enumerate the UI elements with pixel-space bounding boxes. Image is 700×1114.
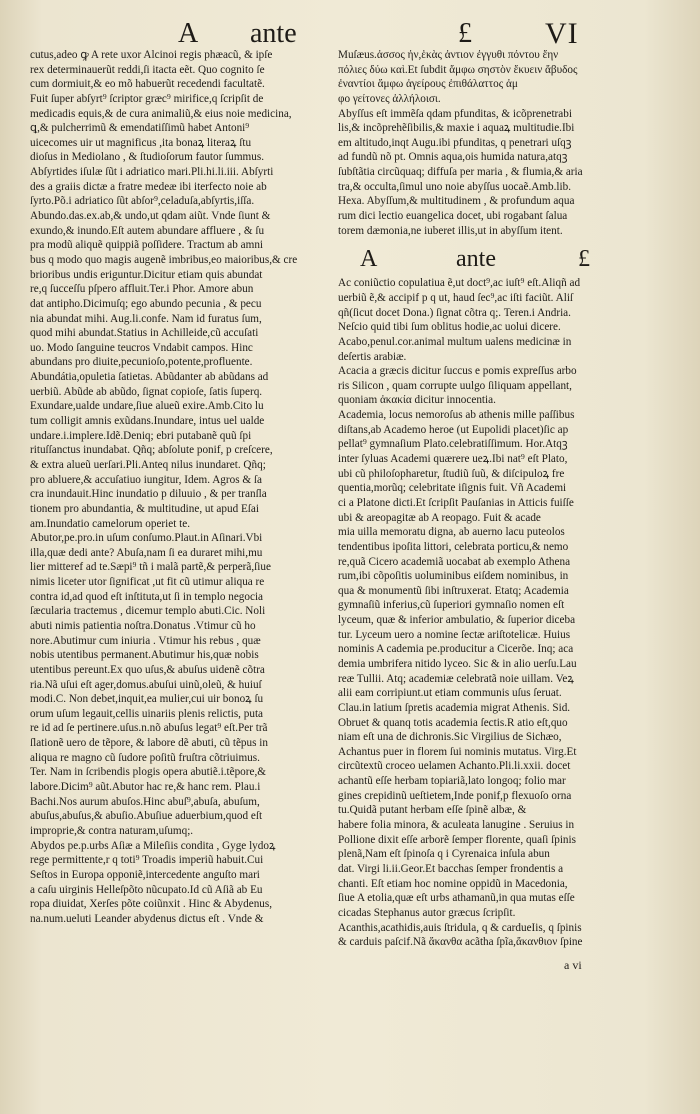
text-line: tum colligit amnis exũdans.Inundare, intus uel ualde [30, 415, 265, 428]
text-line: orum uſum legauit,cellis uinariis plenis relictis, puta [30, 707, 264, 720]
right-column-bottom [338, 276, 678, 949]
text-line: circũtextũ croceo uelamen Achanto.Pli.li.xxii. docet [338, 760, 571, 773]
signature-mark: a vi [564, 958, 582, 972]
text-line: ſubſtãtia circũquaq; diffuſa per maria , & flumia,& aria [338, 166, 583, 179]
text-line: re,quã Cicero academiã uocabat ab exemplo Athena [338, 555, 571, 568]
text-line: plenã,Nam eſt ſpinoſa q i Cyrenaica inſula abun [338, 848, 550, 861]
text-line: aliqua re magno cũ ſudore poſitũ fruſtra cõtriuimus. [30, 751, 260, 764]
text-line: torem dæmonia,ne iuberet illis,ut in abyſſum itent. [338, 224, 563, 237]
text-line: & extra alueũ uerſari.Pli.Anteq nilus inundaret. Qñq; [30, 458, 266, 471]
text-line: tendentibus ipoſita littori, celebrata porticu,& nemo [338, 540, 569, 553]
text-line: ubi cũ philoſopharetur, ſtudiũ ſuũ, & diſcipuloꝝ fre [338, 467, 565, 480]
text-line: Abyſſus eſt immẽſa qdam pfunditas, & icõprenetrabi [338, 107, 572, 120]
text-line: abuſus,abuſus,& abuſio.Abuſiue aduerbium,quod eſt [30, 810, 263, 823]
text-line: qñ(ſicut docet Dona.) ſignat cõtra q;. Teren.i Andria. [338, 306, 571, 319]
running-head-letter-l: £ [458, 18, 472, 49]
text-line: pra modũ aliquẽ quippiã poſſidere. Tractum ab amni [30, 239, 264, 252]
text-line: Academia, locus nemoroſus ab athenis mille paſſibus [338, 409, 575, 422]
text-line: Obruet & quanq totis academia ſectis.R atio eſt,quo [338, 716, 568, 729]
text-line: quod mihi abundat.Statius in Achilleide,cũ accuſati [30, 327, 259, 340]
text-line: Ac coniũctio copulatiua ẽ,ut doct⁹,ac iuſt⁹ eſt.Aliqñ ad [338, 277, 581, 290]
text-line: rege permittente,r q toti⁹ Troadis imperiũ habuit.Cui [30, 854, 264, 867]
text-line: mia uilla memoratu digna, ab auerno lacu puteolos [338, 526, 565, 539]
text-line: tionem pro abundantia, & multitudine, ut apud Eſai [30, 502, 259, 515]
text-line: re,q ſucceſſu pſpero affluit.Ter.i Phor. Amore abun [30, 283, 254, 296]
text-line: qua & monumentũ ſibi inſtruxerat. Etatq; Academia [338, 584, 569, 597]
text-line: pellat⁹ gymnaſium Plato.celebratiſſimum. Hor.Atqꝫ [338, 438, 568, 451]
right-column-top [338, 48, 678, 238]
text-line: dat. Virgi li.ii.Geor.Et bacchas ſemper frondentis a [338, 862, 564, 875]
text-line: a caſu uirginis Helleſpõto nũcupato.Id cũ Aſiã ab Eu [30, 883, 263, 896]
text-line: φο γείτονες ἀλλήλοισι. [338, 92, 441, 105]
text-line: nimis liceter utor ſignificat ,ut fit cũ utimur aliqua re [30, 576, 265, 589]
text-line: nore.Abutimur cum iniuria . Vtimur his rebus , quæ [30, 634, 261, 647]
text-line: Abutor,pe.pro.in uſum conſumo.Plaut.in Aſinari.Vbi [30, 532, 263, 545]
text-line: Bachi.Nos aurum abuſos.Hinc abuſ⁹,abuſa, abuſum, [30, 795, 260, 808]
text-line: uicecomes uir ut magnificus ,ita bonaꝝ literaꝝ ſtu [30, 136, 252, 149]
text-line: nia abundat mihi. Aug.li.confe. Nam id furatus ſum, [30, 312, 262, 325]
text-line: tra,& occulta,ſimul uno noie abyſſus uocaẽ.Amb.lib. [338, 180, 572, 193]
text-line: ſyrto.Põ.i adriatico ſũt abſor⁹,celaduſa,abſyrtis,iſſa. [30, 195, 255, 208]
text-line: labore.Dicim⁹ aũt.Abutor hac re,& hanc rem. Plau.i [30, 781, 261, 794]
text-line: gines crepidinũ ueſtietem,Inde ponif,p flexuoſo orna [338, 789, 572, 802]
text-line: ropa diuidat, Xerſes põte coiũnxit . Hinc & Abydenus, [30, 898, 273, 911]
text-line: Abundo.das.ex.ab,& undo,ut qdam aiũt. Vnde ſiunt & [30, 210, 271, 223]
text-line: Abſyrtides iſulæ ſũt i adriatico mari.Pli.hi.li.iii. Abſyrti [30, 166, 274, 179]
text-line: bus q modo quo magis augenẽ imbribus,eo maioribus,& cre [30, 253, 298, 266]
text-line: Clau.in latium ſpretis academia migrat Athenis. Sid. [338, 701, 571, 714]
text-line: brioribus undis eriguntur.Dicitur etiam quis abundat [30, 268, 263, 281]
text-line: quoniam ἀκακία dicitur innocentia. [338, 394, 496, 407]
text-line: Fuit ſuper abſyrt⁹ ſcriptor græc⁹ mirifice,q ſcripſit de [30, 92, 264, 105]
text-line: des a graiis dictæ a fratre medeæ ibi iterfecto noie ab [30, 180, 267, 193]
text-line: ſæcularia tractemus , dicemur templo abuti.Cic. Noli [30, 605, 266, 618]
text-line: πόλιες δύω καὶ.Et ſubdit ἄμφω σηστὸν ἔκυειν ἄβυδος [338, 63, 578, 76]
text-line: Acacia a græcis dicitur ſuccus e pomis expreſſus arbo [338, 365, 577, 378]
text-line: lyceum, quæ & inferior ambulatio, & ſuperior diceba [338, 614, 576, 627]
text-line: re id ad ſe pertinere.uſus.n.nõ abuſus legat⁹ eſt.Per trã [30, 722, 268, 735]
text-line: ꝗ,& pulcherrimũ & emendatiſſimũ habet Antoni⁹ [30, 122, 250, 135]
text-line: pro abluere,& accuſatiuo iungitur, Idem. Agros & ſa [30, 473, 262, 486]
text-line: na.num.ueluti Leander abydenus dictus eſt . Vnde & [30, 912, 264, 925]
text-line: ci a Platone dicti.Et ſcripſit Pauſanias in Atticis fuiſſe [338, 496, 574, 509]
right-column [338, 48, 678, 950]
text-line: cum dormiuit,& eo mõ habuerũt recedendi facultatẽ. [30, 78, 265, 91]
section-heading-letter-a: A [360, 246, 378, 273]
text-line: am.Inundatio camelorum operiet te. [30, 517, 190, 530]
text-line: Achantus puer in florem ſui nominis mutatus. Virg.Et [338, 745, 577, 758]
text-line: ſlationẽ uero de tẽpore, & labore dẽ abuti, cũ tẽpus in [30, 737, 268, 750]
text-line: demia umbrifera nitido lyceo. Sic & in alio uerſu.Lau [338, 657, 577, 670]
text-line: dat antipho.Dicimuſq; ego abundo pecunia , & pecu [30, 297, 262, 310]
text-line: abuti nimis patientia noſtra.Donatus .Vtimur cũ ho [30, 619, 256, 632]
text-line: rituſſanctus inundabat. Qñq; abſolute ponif, p creſcere, [30, 444, 273, 457]
text-line: undare.i.implere.Idẽ.Deniq; ebri putabanẽ quũ ſpi [30, 429, 252, 442]
text-line: improprie,& contra naturam,uſumq;. [30, 824, 194, 837]
text-line: dioſus in Mediolano , & ſtudioſorum fautor ſummus. [30, 151, 264, 164]
text-line: inter ſyluas Academi quærere ueꝝ.Ibi nat⁹ eſt Plato, [338, 453, 568, 466]
text-line: lis,& incõprehẽſibilis,& maxie i aquaꝝ multitudie.Ibi [338, 122, 575, 135]
text-line: habere folia minora, & aculeata lanugine . Seruius in [338, 819, 575, 832]
text-line: chanti. Eſt etiam hoc nomine oppidũ in Macedonia, [338, 877, 568, 890]
text-line: Seſtos in Europa opponiẽ,intercedente anguſto mari [30, 868, 260, 881]
text-line: nominis A cademia pe.producitur a Cicerõe. Inq; aca [338, 643, 574, 656]
text-line: Muſæus.ἀσσος ἠν,ἑκὰς ἀντιον ἐγγυθι πόντου ἔην [338, 49, 559, 61]
text-line: diſtans,ab Academo heroe (ut Eupolidi placet)ſic ap [338, 423, 569, 436]
text-line: modi.C. Non debet,inquit,ea mulier,cui uir bonoꝝ ſu [30, 693, 264, 706]
text-line: Exundare,ualde undare,ſiue alueũ exire.Amb.Cito lu [30, 400, 264, 413]
text-line: abundans pro diuite,pecunioſo,potente,profluente. [30, 356, 253, 369]
text-line: deſertis arabiæ. [338, 350, 407, 363]
section-heading-word: ante [456, 246, 496, 273]
text-line: rex determinauerũt reddi,ſi itacta eẽt. Quo cognito ſe [30, 63, 265, 76]
text-line: Acanthis,acathidis,auis ſtridula, q & cardueIis, q ſpinis [338, 921, 582, 934]
folio-number: VI [545, 17, 579, 50]
text-line: illa,quæ dedi ante? Abuſa,nam ſi ea duraret mihi,mu [30, 546, 263, 559]
text-line: ad fundũ nõ pt. Omnis aqua,ois humida natura,atqꝫ [338, 151, 568, 164]
text-line: lier mitteref ad te.Sæpi⁹ tñ i malã partẽ,& perperã,ſiue [30, 561, 271, 574]
text-line: cutus,adeo ꝙ A rete uxor Alcinoi regis phæacũ, & ipſe [30, 49, 273, 61]
text-line: uerbiũ. Abũde ab abũdo, ſignat copioſe, ſatis ſuperq. [30, 385, 263, 398]
text-line: em altitudo,inqt Augu.ibi pfunditas, q penetrari uſqꝫ [338, 136, 572, 149]
text-line: contra id,ad quod eſt inſtituta,ut ſi in templo negocia [30, 590, 264, 603]
text-line: Abundátia,opuletia ſatietas. Abũdanter ab abũdans ad [30, 371, 269, 384]
text-line: uo. Modo ſanguine teucros Vndabit campos. Hinc [30, 341, 253, 354]
section-heading-letter-l: £ [578, 246, 590, 273]
text-line: niam eſt una de dichronis.Sic Virgilius de Sichæo, [338, 731, 562, 744]
text-line: Neſcio quid tibi ſum oblitus hodie,ac uolui dicere. [338, 321, 561, 334]
text-line: rum,ibi cõpoſitis uoluminibus eiſdem nominibus, in [338, 570, 569, 583]
running-head-word: ante [250, 18, 297, 49]
text-line: Pollione dixit eſſe arborẽ ſemper florente, quaſi ſpinis [338, 833, 576, 846]
text-line: alii eam corripiunt.ut etiam communis uſus ſeruat. [338, 687, 562, 700]
text-line: ria.Nã uſui eſt ager,domus.abuſui uinũ,oleũ, & huiuſ [30, 678, 262, 691]
text-line: ubi & areopagitæ ab A reopago. Fuit & acade [338, 511, 541, 524]
text-line: Hexa. Abyſſum,& multitudinem , & profundum aqua [338, 195, 575, 208]
text-line: nobis utentibus permanent.Abutimur his,quæ nobis [30, 649, 259, 662]
text-line: medicadis equis,& de cura animaliũ,& eius noie medicina, [30, 107, 292, 120]
text-line: ἐναντίοι ἄμφω ἀγείρους ἐπιθάλαττος ἀμ [338, 78, 518, 91]
running-head-letter-a: A [178, 18, 199, 49]
text-line: ſiue A etolia,quæ eſt urbs athamanũ,in qua mutas eſſe [338, 892, 575, 905]
left-column [30, 48, 328, 926]
text-line: Abydos pe.p.urbs Aſiæ a Mileſiis condita , Gyge lydoꝝ [30, 839, 276, 852]
text-line: gymnaſiũ inferius,cũ ſuperiori gymnaſio nomen eſt [338, 599, 565, 612]
text-line: cra inundauit.Hinc inundatio p diluuio , & per tranſla [30, 488, 267, 501]
text-line: tur. Lyceum uero a nomine ſectæ ariſtotelicæ. Huius [338, 628, 571, 641]
text-line: rum dici lectio euangelica docet, ubi rogabant ſalua [338, 210, 568, 223]
text-line: utentibus pereunt.Ex quo uſus,& abuſus uidenẽ cõtra [30, 663, 265, 676]
text-line: uerbiũ ẽ,& accipif p q ut, haud ſec⁹,ac iſti faciũt. Aliſ [338, 291, 574, 304]
text-line: Acabo,penul.cor.animal multum ualens medicinæ in [338, 335, 572, 348]
text-line: exundo,& inundo.Eſt autem abundare affluere , & ſu [30, 224, 265, 237]
text-line: & carduis paſcif.Nã ἄκανθα acãtha ſpĩa,ἄκανθιον ſpine [338, 936, 583, 949]
section-heading [338, 242, 678, 276]
text-line: Ter. Nam in ſcribendis plogis opera abutiẽ.i.tẽpore,& [30, 766, 266, 779]
text-line: quentia,morũq; celebritate iſignis fuit. Vñ Academi [338, 482, 567, 495]
text-line: cicadas Stephanus autor græcus ſcripſit. [338, 906, 516, 919]
text-line: tu.Quidã putant herbam eſſe ſpinẽ albæ, & [338, 804, 527, 817]
text-line: ris Silicon , quam corrupte uulgo ſiliquam appellant, [338, 379, 572, 392]
text-line: achantũ eſſe herbam topiariã,lato longoq; folio mar [338, 775, 566, 788]
text-line: reæ Tullii. Atq; academiæ celebratã noie uillam. Veꝝ [338, 672, 574, 685]
